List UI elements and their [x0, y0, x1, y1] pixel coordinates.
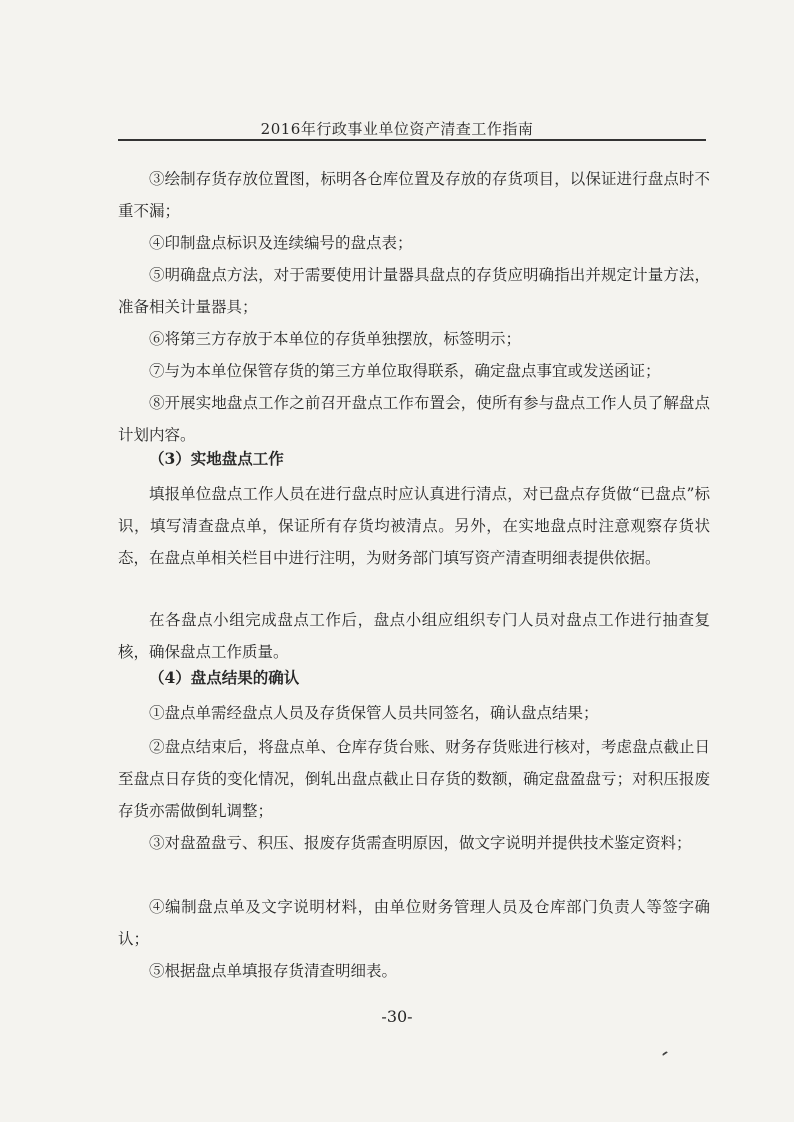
paragraph-result-step-3-find-causes: ③对盘盈盘亏、积压、报废存货需查明原因，做文字说明并提供技术鉴定资料； — [149, 834, 692, 852]
paragraph-result-step-4-prepare-materials: ④编制盘点单及文字说明材料，由单位财务管理人员及仓库部门负责人等签字确认； — [118, 898, 710, 948]
paragraph-spot-check-review: 在各盘点小组完成盘点工作后，盘点小组应组织专门人员对盘点工作进行抽查复核，确保盘点工作质量。 — [118, 611, 710, 661]
section-heading-result-confirmation: （4）盘点结果的确认 — [149, 668, 300, 687]
header-divider — [118, 139, 706, 141]
paragraph-result-step-5-fill-detail-table: ⑤根据盘点单填报存货清查明细表。 — [149, 962, 398, 980]
paragraph-field-count-procedure: 填报单位盘点工作人员在进行盘点时应认真进行清点，对已盘点存货做“已盘点”标识，填写清查盘点单，保证所有存货均被清点。另外，在实地盘点时注意观察存货状态，在盘点单相关栏目中进行注明，为财务部门填写资产清查明细表提供依据。 — [118, 485, 710, 567]
paragraph-step-4-print-labels: ④印制盘点标识及连续编号的盘点表； — [149, 234, 413, 252]
page-number: -30- — [381, 1007, 413, 1026]
paragraph-step-5-counting-method: ⑤明确盘点方法，对于需要使用计量器具盘点的存货应明确指出并规定计量方法，准备相关计量器具； — [118, 266, 710, 316]
section-heading-field-count: （3）实地盘点工作 — [149, 449, 284, 468]
page-header-title: 2016年行政事业单位资产清查工作指南 — [260, 120, 534, 138]
paragraph-step-6-third-party-storage: ⑥将第三方存放于本单位的存货单独摆放，标签明示； — [149, 330, 522, 348]
paragraph-step-3-location-map: ③绘制存货存放位置图，标明各仓库位置及存放的存货项目，以保证进行盘点时不重不漏； — [118, 170, 710, 220]
scan-speck-mark — [662, 1051, 670, 1059]
paragraph-step-8-briefing-meeting: ⑧开展实地盘点工作之前召开盘点工作布置会，使所有参与盘点工作人员了解盘点计划内容。 — [118, 394, 710, 444]
paragraph-result-step-1-signatures: ①盘点单需经盘点人员及存货保管人员共同签名，确认盘点结果； — [149, 704, 599, 722]
paragraph-result-step-2-reconciliation: ②盘点结束后，将盘点单、仓库存货台账、财务存货账进行核对，考虑盘点截止日至盘点日存货的变化情况，倒轧出盘点截止日存货的数额，确定盘盈盘亏；对积压报废存货亦需做倒轧调整； — [118, 738, 710, 820]
paragraph-step-7-contact-third-party: ⑦与为本单位保管存货的第三方单位取得联系，确定盘点事宜或发送函证； — [149, 362, 661, 380]
